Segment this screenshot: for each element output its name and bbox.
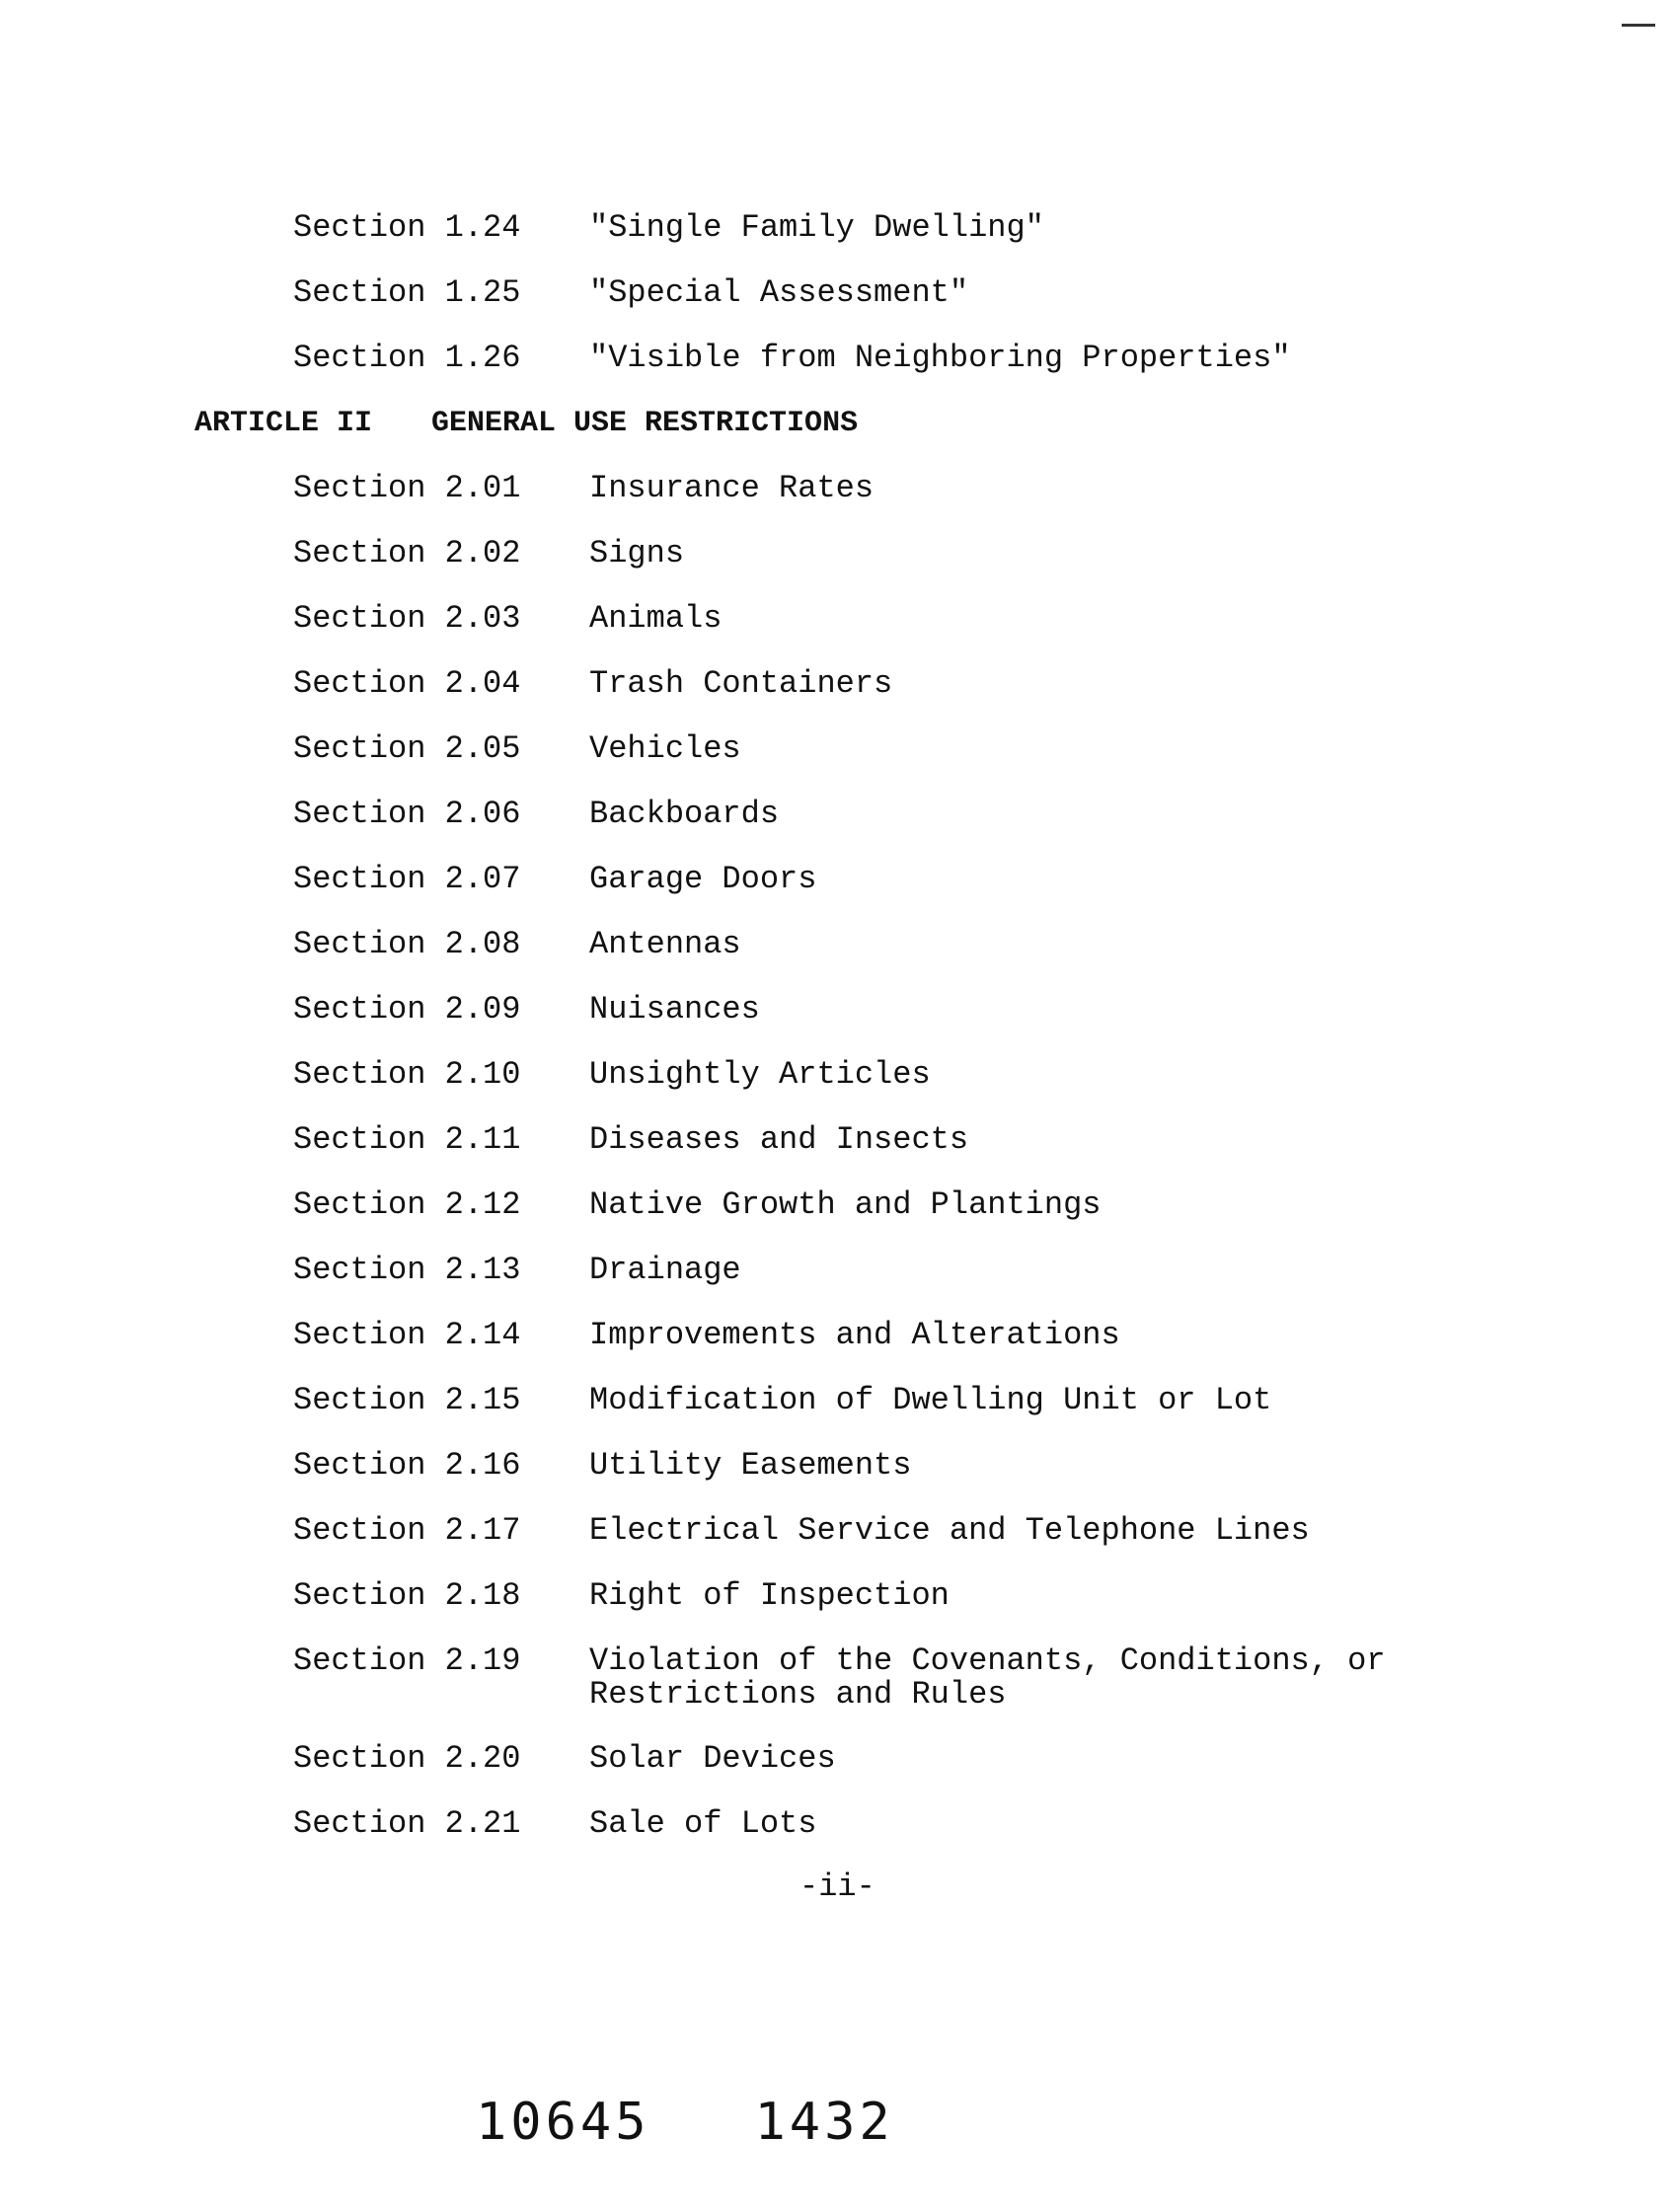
toc-entry bbox=[0, 1058, 1674, 1123]
section-title: "Single Family Dwelling" bbox=[589, 209, 1044, 246]
toc-entry bbox=[0, 1514, 1674, 1579]
section-number: Section 2.06 bbox=[293, 796, 521, 832]
section-title: Native Growth and Plantings bbox=[589, 1186, 1102, 1223]
section-title: "Visible from Neighboring Properties" bbox=[589, 340, 1291, 376]
section-title: Signs bbox=[589, 535, 685, 572]
toc-entry bbox=[0, 276, 1674, 342]
section-title: Backboards bbox=[589, 796, 780, 832]
section-title: "Special Assessment" bbox=[589, 274, 969, 311]
section-number: Section 2.12 bbox=[293, 1186, 521, 1223]
toc-entry bbox=[0, 1384, 1674, 1449]
article-heading bbox=[0, 407, 1674, 472]
section-number: Section 2.14 bbox=[293, 1317, 521, 1353]
section-number: Section 2.21 bbox=[293, 1805, 521, 1842]
section-title: Improvements and Alterations bbox=[589, 1317, 1120, 1353]
toc-entry bbox=[0, 1742, 1674, 1807]
toc-entry bbox=[0, 211, 1674, 276]
toc-entry bbox=[0, 1644, 1674, 1742]
section-title: Solar Devices bbox=[589, 1740, 836, 1777]
corner-mark bbox=[1622, 24, 1655, 27]
section-title: Garage Doors bbox=[589, 861, 817, 897]
section-number: Section 1.25 bbox=[293, 274, 521, 311]
section-number: Section 2.05 bbox=[293, 730, 521, 767]
section-title: Drainage bbox=[589, 1252, 741, 1288]
toc-entry bbox=[0, 342, 1674, 407]
toc-entry bbox=[0, 537, 1674, 602]
section-title: Modification of Dwelling Unit or Lot bbox=[589, 1382, 1272, 1418]
section-number: Section 2.10 bbox=[293, 1056, 521, 1093]
section-title: Antennas bbox=[589, 926, 741, 962]
section-number: Section 2.15 bbox=[293, 1382, 521, 1418]
section-number: Section 2.17 bbox=[293, 1512, 521, 1549]
section-title: Vehicles bbox=[589, 730, 741, 767]
section-title: Trash Containers bbox=[589, 665, 893, 702]
toc-entry bbox=[0, 928, 1674, 993]
section-title: Sale of Lots bbox=[589, 1805, 817, 1842]
toc-entry bbox=[0, 1123, 1674, 1188]
section-number: Section 2.07 bbox=[293, 861, 521, 897]
article-title: GENERAL USE RESTRICTIONS bbox=[431, 407, 859, 440]
section-number: Section 2.02 bbox=[293, 535, 521, 572]
toc-entry bbox=[0, 863, 1674, 928]
section-number: Section 1.26 bbox=[293, 340, 521, 376]
toc-entry bbox=[0, 1449, 1674, 1514]
toc-entry bbox=[0, 732, 1674, 798]
toc-entry bbox=[0, 1319, 1674, 1384]
section-title: Utility Easements bbox=[589, 1447, 912, 1484]
toc-entry bbox=[0, 1807, 1674, 1872]
recording-stamp: 10645 1432 bbox=[476, 2093, 894, 2152]
section-title: Unsightly Articles bbox=[589, 1056, 931, 1093]
section-number: Section 2.19 bbox=[293, 1642, 521, 1679]
toc-entry bbox=[0, 1188, 1674, 1254]
section-number: Section 2.11 bbox=[293, 1121, 521, 1158]
section-title: Nuisances bbox=[589, 991, 760, 1028]
section-number: Section 2.03 bbox=[293, 600, 521, 637]
section-number: Section 2.08 bbox=[293, 926, 521, 962]
table-of-contents bbox=[0, 211, 1674, 1872]
toc-entry bbox=[0, 993, 1674, 1058]
section-number: Section 2.18 bbox=[293, 1577, 521, 1614]
section-title: Electrical Service and Telephone Lines bbox=[589, 1512, 1310, 1549]
section-number: Section 2.09 bbox=[293, 991, 521, 1028]
section-title: Diseases and Insects bbox=[589, 1121, 969, 1158]
page-number: -ii- bbox=[799, 1869, 875, 1905]
section-number: Section 2.13 bbox=[293, 1252, 521, 1288]
toc-entry bbox=[0, 602, 1674, 667]
toc-entry bbox=[0, 798, 1674, 863]
toc-entry bbox=[0, 1254, 1674, 1319]
section-number: Section 2.16 bbox=[293, 1447, 521, 1484]
section-number: Section 2.01 bbox=[293, 470, 521, 506]
article-label: ARTICLE II bbox=[194, 407, 373, 440]
section-title: Right of Inspection bbox=[589, 1577, 950, 1614]
toc-entry bbox=[0, 1579, 1674, 1644]
toc-entry bbox=[0, 667, 1674, 732]
section-title: Animals bbox=[589, 600, 723, 637]
section-title: Violation of the Covenants, Conditions, or Restrictions and Rules bbox=[589, 1642, 1386, 1713]
section-title: Insurance Rates bbox=[589, 470, 875, 506]
toc-entry bbox=[0, 472, 1674, 537]
section-number: Section 2.04 bbox=[293, 665, 521, 702]
section-number: Section 1.24 bbox=[293, 209, 521, 246]
section-number: Section 2.20 bbox=[293, 1740, 521, 1777]
